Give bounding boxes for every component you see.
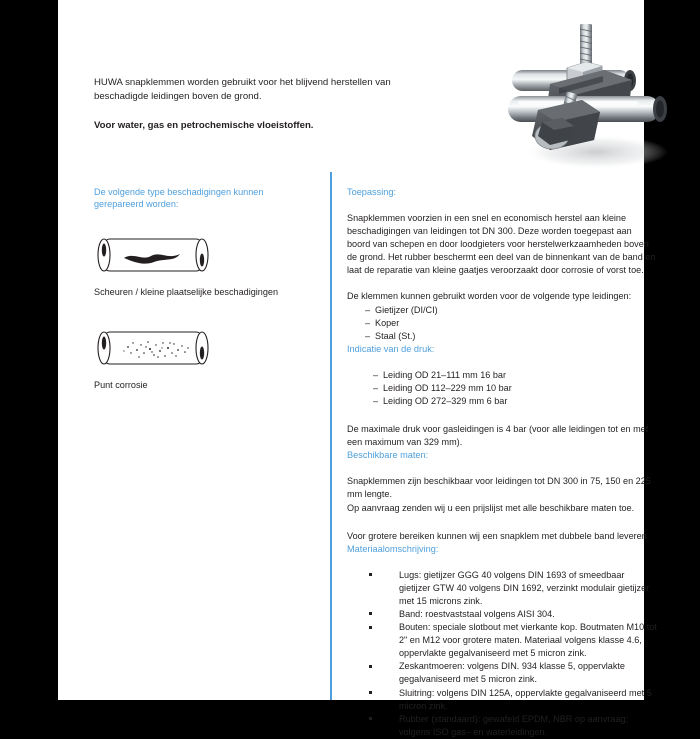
materials-list <box>347 569 657 739</box>
list-item <box>369 621 657 660</box>
list-item <box>365 304 657 317</box>
square-bullet-icon <box>369 612 372 615</box>
list-item <box>373 369 657 382</box>
pipe-type-label: Gietijzer (DI/CI) <box>375 304 438 315</box>
list-item <box>369 569 657 608</box>
figure-crack-caption: Scheuren / kleine plaatselijke beschadigingen <box>94 286 279 297</box>
intro-lede: HUWA snapklemmen worden gebruikt voor het blijvend herstellen van beschadigde leidingen boven de grond. <box>94 77 391 102</box>
left-black-band <box>0 0 58 700</box>
intro-block <box>94 76 394 133</box>
gas-pressure-note: De maximale druk voor gasleidingen is 4 bar (voor alle leidingen tot en met een maximum van 329 mm). <box>347 424 649 448</box>
material-label: Bouten: speciale slotbout met vierkante kop. Boutmaten M10 tot 2" en M12 voor grotere maten. Materiaal volgens klasse 4.6, oppervlakte gegalvaniseerd met 5 micron zink. <box>399 622 657 659</box>
list-item <box>369 660 657 686</box>
list-item <box>373 395 657 408</box>
material-label: Lugs: gietijzer GGG 40 volgens DIN 1693 of smeedbaar gietijzer GTW 40 volgens DIN 1692, verzinkt modulair gietijzer met 15 microns zink. <box>399 569 650 606</box>
figure-corrosion-caption: Punt corrosie <box>94 380 148 391</box>
list-item <box>365 330 657 343</box>
pressure-ratings-list <box>347 369 657 408</box>
list-item <box>369 608 657 621</box>
application-paragraph: Snapklemmen voorzien in een snel en economisch herstel aan kleine beschadigingen van leidingen tot DN 300. Deze worden toegepast aan boord van schepen en door loodgieters voor herstelwerkzaamheden boven de grond. Het rubber beschermt een deel van de binnenkant van de band en laat de reparatie van kleine gaatjes veroorzaakt door corrosie of vorst toe. <box>347 213 656 276</box>
materials-heading: Materiaalomschrijving: <box>347 543 439 554</box>
material-label: Sluitring: volgens DIN 125A, oppervlakte gegalvaniseerd met 5 micron zink. <box>399 687 652 711</box>
damage-types-column <box>94 186 299 392</box>
pipe-type-label: Staal (St.) <box>375 330 416 341</box>
pressure-rating-label: Leiding OD 21–111 mm 16 bar <box>383 369 507 380</box>
pipe-types-intro: De klemmen kunnen gebruikt worden voor de volgende type leidingen: <box>347 291 632 302</box>
sizes-paragraph-3: Voor grotere bereiken kunnen wij een snapklem met dubbele band leveren. <box>347 530 650 541</box>
damage-types-heading: De volgende type beschadigingen kunnen gerepareerd worden: <box>94 187 264 210</box>
dash-marker: – <box>365 317 371 328</box>
pipe-type-label: Koper <box>375 317 400 328</box>
square-bullet-icon <box>369 626 372 629</box>
intro-strong-line: Voor water, gas en petrochemische vloeistoffen. <box>94 120 314 131</box>
column-divider <box>330 172 332 700</box>
pressure-rating-label: Leiding OD 272–329 mm 6 bar <box>383 396 508 407</box>
pipe-pitting-corrosion-icon <box>94 324 212 372</box>
pressure-rating-label: Leiding OD 112–229 mm 10 bar <box>383 382 512 393</box>
dash-marker: – <box>373 396 379 407</box>
sizes-paragraph-2: Op aanvraag zenden wij u een prijslijst met alle beschikbare maten toe. <box>347 502 635 513</box>
figure-crack <box>94 231 299 299</box>
datasheet-page <box>58 0 657 737</box>
pipe-types-list <box>347 304 657 343</box>
pipe-crack-icon <box>94 231 212 279</box>
product-photo <box>504 18 680 176</box>
square-bullet-icon <box>369 665 372 668</box>
dash-marker: – <box>373 382 379 393</box>
material-label: Zeskantmoeren: volgens DIN. 934 klasse 5, oppervlakte gegalvaniseerd met 5 micron zink. <box>399 661 625 685</box>
sizes-heading: Beschikbare maten: <box>347 450 429 461</box>
list-item <box>373 382 657 395</box>
specifications-column <box>347 186 657 739</box>
pressure-heading: Indicatie van de druk: <box>347 343 435 354</box>
material-label: Rubber (standaard): gewafeld EPDM, NBR op aanvraag; volgens ISO gas– en waterleidingen. <box>399 713 628 737</box>
square-bullet-icon <box>369 717 372 720</box>
square-bullet-icon <box>369 691 372 694</box>
list-item <box>369 713 657 739</box>
material-label: Band: roestvaststaal volgens AISI 304. <box>399 608 555 619</box>
list-item <box>365 317 657 330</box>
sizes-paragraph-1: Snapklemmen zijn beschikbaar voor leidingen tot DN 300 in 75, 150 en 225 mm lengte. <box>347 476 651 500</box>
square-bullet-icon <box>369 573 372 576</box>
dash-marker: – <box>365 304 371 315</box>
dash-marker: – <box>373 369 379 380</box>
dash-marker: – <box>365 330 371 341</box>
snapklem-illustration <box>504 18 680 176</box>
figure-corrosion <box>94 324 299 392</box>
application-heading: Toepassing: <box>347 187 397 197</box>
